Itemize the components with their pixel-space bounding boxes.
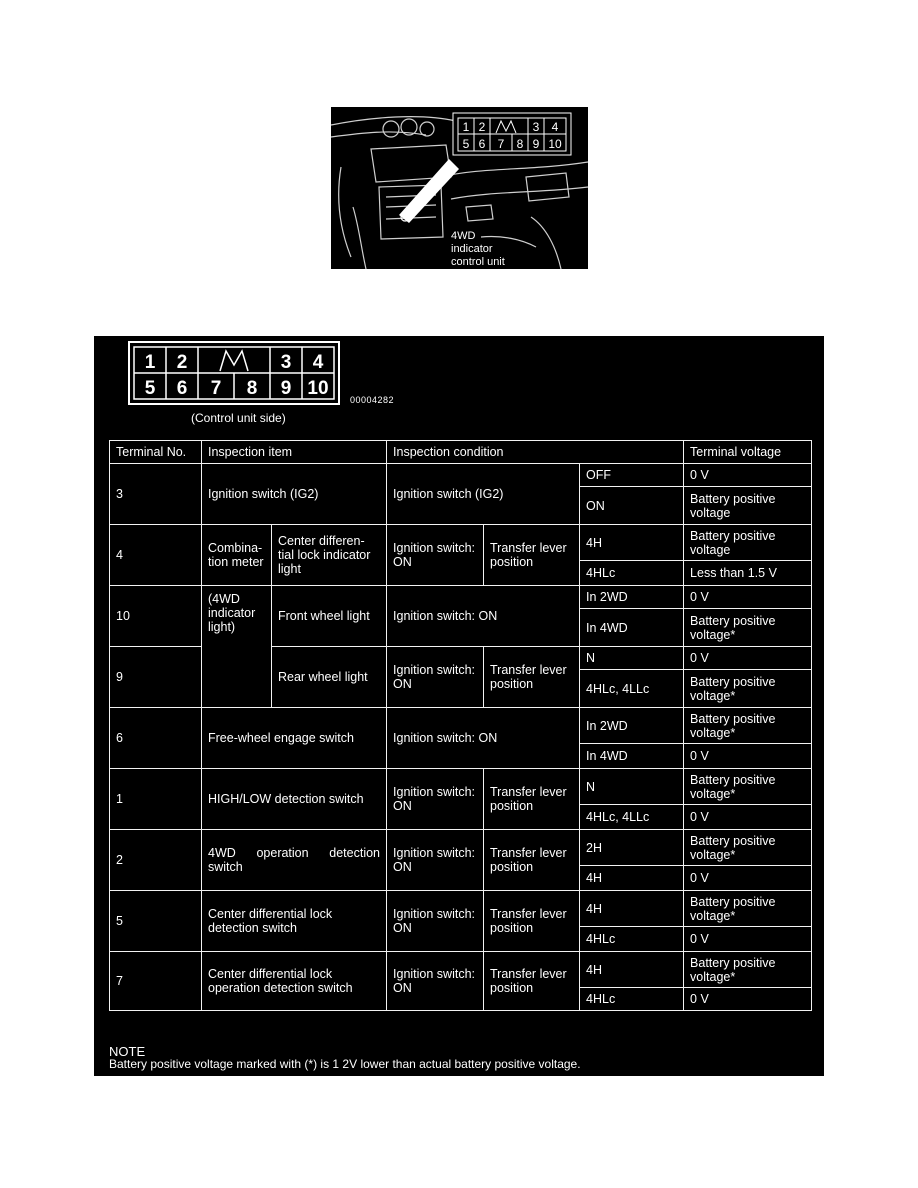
table-row (110, 891, 812, 927)
terminal-number: 10 (110, 586, 202, 647)
connector-caption: (Control unit side) (191, 411, 286, 425)
connector-pin-1: 1 (144, 352, 156, 373)
inspection-condition: Ignition switch: ON (387, 891, 484, 952)
inspection-item: Center differential lock operation detection switch (202, 952, 387, 1011)
header-terminal-voltage: Terminal voltage (684, 441, 812, 464)
connector-pin-5: 5 (144, 378, 156, 399)
terminal-number: 1 (110, 769, 202, 830)
terminal-voltage: 0 V (684, 586, 812, 609)
photo-pin-10: 10 (548, 137, 562, 151)
transfer-lever: Transfer lever position (484, 525, 580, 586)
table-row (110, 708, 812, 744)
note-title: NOTE (109, 1044, 146, 1059)
inspection-condition: Ignition switch: ON (387, 708, 580, 769)
callout-line-2: indicator (451, 243, 493, 255)
inspection-condition: Ignition switch: ON (387, 952, 484, 1011)
terminal-voltage: 0 V (684, 647, 812, 670)
terminal-voltage: Battery positive voltage* (684, 769, 812, 805)
photo-pin-5: 5 (462, 137, 470, 151)
header-inspection-condition: Inspection condition (387, 441, 684, 464)
state: 4H (580, 525, 684, 561)
photo-pin-7: 7 (497, 137, 505, 151)
inspection-item: HIGH/LOW detection switch (202, 769, 387, 830)
connector-diagram (128, 341, 340, 405)
terminal-voltage: Battery positive voltage (684, 487, 812, 525)
inspection-subitem: Front wheel light (272, 586, 387, 647)
terminal-voltage: Battery positive voltage* (684, 609, 812, 647)
connector-pin-6: 6 (176, 378, 188, 399)
table-row (110, 830, 812, 866)
transfer-lever: Transfer lever position (484, 769, 580, 830)
state: 4HLc, 4LLc (580, 805, 684, 830)
connector-pin-7: 7 (210, 378, 222, 399)
connector-pin-8: 8 (246, 378, 258, 399)
terminal-number: 4 (110, 525, 202, 586)
inspection-subitem: Center differen-tial lock indicator light (272, 525, 387, 586)
connector-pin-2: 2 (176, 352, 188, 373)
header-terminal-no: Terminal No. (110, 441, 202, 464)
table-header-row (110, 441, 812, 464)
terminal-voltage: Battery positive voltage* (684, 891, 812, 927)
terminal-voltage: Battery positive voltage* (684, 952, 812, 988)
connector-pin-3: 3 (280, 352, 292, 373)
state: 2H (580, 830, 684, 866)
connector-pin-10: 10 (307, 378, 329, 399)
photo-pin-6: 6 (478, 137, 486, 151)
state: 4HLc, 4LLc (580, 670, 684, 708)
terminal-voltage: 0 V (684, 744, 812, 769)
inspection-subitem: Rear wheel light (272, 647, 387, 708)
terminal-voltage: 0 V (684, 927, 812, 952)
connector-pin-4: 4 (312, 352, 324, 373)
inspection-item: Ignition switch (IG2) (202, 464, 387, 525)
state: In 2WD (580, 708, 684, 744)
table-row (110, 525, 812, 561)
terminal-number: 5 (110, 891, 202, 952)
terminal-number: 7 (110, 952, 202, 1011)
terminal-number: 6 (110, 708, 202, 769)
terminal-voltage: 0 V (684, 464, 812, 487)
photo-pin-1: 1 (462, 120, 470, 134)
state: In 2WD (580, 586, 684, 609)
terminal-voltage: Battery positive voltage* (684, 708, 812, 744)
inspection-condition: Ignition switch: ON (387, 769, 484, 830)
callout-line-3: control unit (451, 256, 505, 268)
connector-pin-9: 9 (280, 378, 292, 399)
state: 4HLc (580, 988, 684, 1011)
state: In 4WD (580, 609, 684, 647)
header-inspection-item: Inspection item (202, 441, 387, 464)
inspection-item: Free-wheel engage switch (202, 708, 387, 769)
callout-line-1: 4WD (451, 230, 476, 242)
photo-pin-4: 4 (551, 120, 559, 134)
state: N (580, 769, 684, 805)
state: 4HLc (580, 561, 684, 586)
terminal-number: 2 (110, 830, 202, 891)
inspection-table (109, 440, 812, 1011)
table-row (110, 586, 812, 609)
terminal-number: 9 (110, 647, 202, 708)
inspection-item-group: (4WD indicator light) (202, 586, 272, 708)
figure-id: 00004282 (350, 395, 395, 405)
terminal-voltage: Battery positive voltage* (684, 670, 812, 708)
inspection-condition: Ignition switch: ON (387, 830, 484, 891)
terminal-voltage: Battery positive voltage (684, 525, 812, 561)
note-text: Battery positive voltage marked with (*) is 1 2V lower than actual battery positive voltage. (109, 1057, 581, 1071)
inspection-item: 4WD operation detection switch (202, 830, 387, 891)
inspection-condition: Ignition switch: ON (387, 647, 484, 708)
terminal-voltage: Less than 1.5 V (684, 561, 812, 586)
table-row (110, 769, 812, 805)
inspection-condition: Ignition switch (IG2) (387, 464, 580, 525)
photo-pin-8: 8 (516, 137, 524, 151)
state: N (580, 647, 684, 670)
state: 4H (580, 952, 684, 988)
state: 4H (580, 866, 684, 891)
transfer-lever: Transfer lever position (484, 891, 580, 952)
state: In 4WD (580, 744, 684, 769)
inspection-panel (94, 336, 824, 1076)
terminal-voltage: 0 V (684, 805, 812, 830)
terminal-voltage: 0 V (684, 988, 812, 1011)
inspection-condition: Ignition switch: ON (387, 586, 580, 647)
terminal-voltage: 0 V (684, 866, 812, 891)
dashboard-illustration (331, 107, 588, 269)
state: 4H (580, 891, 684, 927)
transfer-lever: Transfer lever position (484, 830, 580, 891)
inspection-condition: Ignition switch: ON (387, 525, 484, 586)
state: OFF (580, 464, 684, 487)
table-row (110, 952, 812, 988)
photo-pin-3: 3 (532, 120, 540, 134)
table-row (110, 464, 812, 487)
state: ON (580, 487, 684, 525)
inspection-item-group: Combina-tion meter (202, 525, 272, 586)
photo-pin-2: 2 (478, 120, 486, 134)
photo-pin-9: 9 (532, 137, 540, 151)
state: 4HLc (580, 927, 684, 952)
transfer-lever: Transfer lever position (484, 952, 580, 1011)
inspection-item: Center differential lock detection switch (202, 891, 387, 952)
transfer-lever: Transfer lever position (484, 647, 580, 708)
terminal-voltage: Battery positive voltage* (684, 830, 812, 866)
dashboard-location-photo (331, 107, 588, 269)
terminal-number: 3 (110, 464, 202, 525)
